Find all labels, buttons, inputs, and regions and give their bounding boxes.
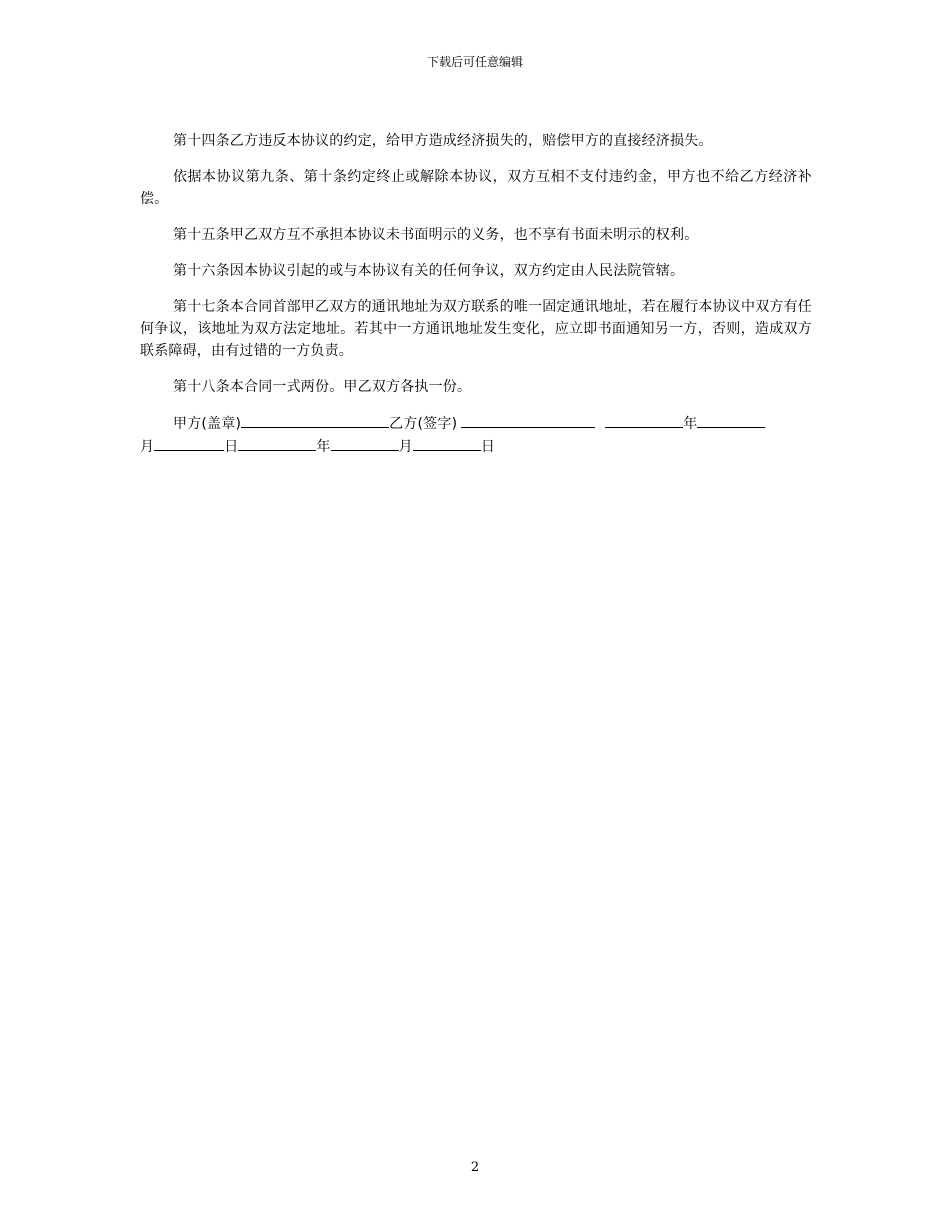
page-header: 下载后可任意编辑 <box>426 55 523 69</box>
signature-block <box>140 412 812 458</box>
signature-line-2 <box>140 435 812 458</box>
party-b-month-label: 月 <box>398 439 413 455</box>
clause-17: 第十七条本合同首部甲乙双方的通讯地址为双方联系的唯一固定通讯地址，若在履行本协议中双方有任何争议，该地址为双方法定地址。若其中一方通讯地址发生变化，应立即书面通知另一方，否则，造成双方联系障碍，由有过错的一方负责。 <box>140 299 812 359</box>
clause-15: 第十五条甲乙双方互不承担本协议未书面明示的义务，也不享有书面未明示的权利。 <box>173 227 699 243</box>
party-b-label: 乙方(签字) <box>389 416 458 432</box>
party-b-signature-blank <box>461 412 595 428</box>
clause-14: 第十四条乙方违反本协议的约定，给甲方造成经济损失的，赔偿甲方的直接经济损失。 <box>173 133 713 149</box>
party-a-label: 甲方(盖章) <box>173 416 242 432</box>
party-b-day-blank <box>413 435 481 451</box>
clause-16: 第十六条因本协议引起的或与本协议有关的任何争议，双方约定由人民法院管辖。 <box>173 263 685 279</box>
party-a-year-blank <box>605 412 683 428</box>
signature-line-1 <box>140 412 812 435</box>
page-number: 2 <box>470 1160 480 1175</box>
party-b-year-label: 年 <box>316 439 331 455</box>
party-a-day-label: 日 <box>224 439 239 455</box>
clause-18: 第十八条本合同一式两份。甲乙双方各执一份。 <box>173 379 472 395</box>
document-body <box>140 130 812 458</box>
party-a-day-blank <box>154 435 224 451</box>
party-a-signature-blank <box>241 412 389 428</box>
party-a-month-label: 月 <box>140 439 155 455</box>
party-b-month-blank <box>331 435 399 451</box>
party-b-day-label: 日 <box>480 439 496 455</box>
party-b-year-blank <box>238 435 316 451</box>
clause-14-supplement: 依据本协议第九条、第十条约定终止或解除本协议，双方互相不支付违约金，甲方也不给乙方经济补偿。 <box>140 169 812 207</box>
party-a-month-blank <box>697 412 765 428</box>
party-a-year-label: 年 <box>683 416 698 432</box>
